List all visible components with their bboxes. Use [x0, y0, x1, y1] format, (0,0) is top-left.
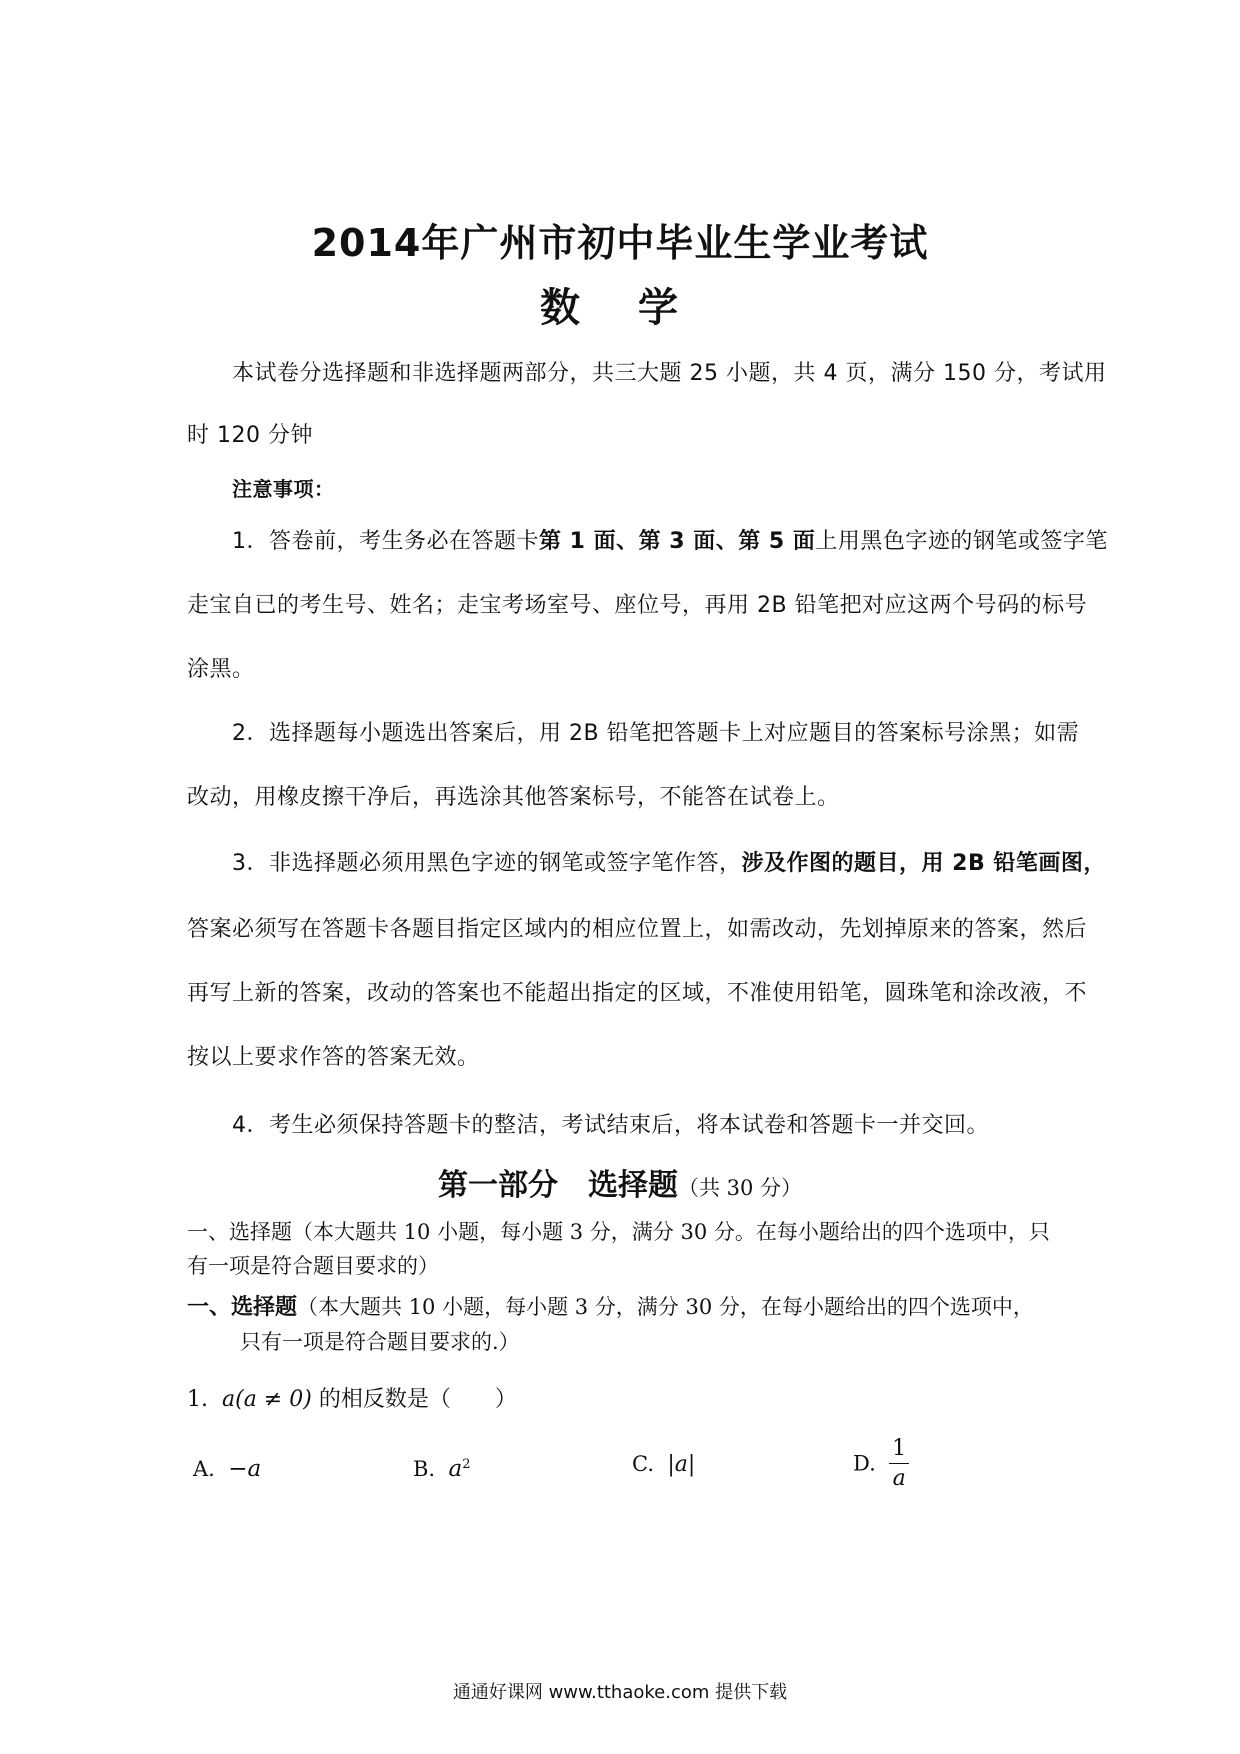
option-b-exponent: 2 — [462, 1457, 471, 1472]
option-c-label: C. — [632, 1452, 654, 1476]
notice-item-1-suffix: 上用黑色字迹的钢笔或签字笔 — [815, 529, 1108, 554]
notice-item-1-bold: 第 1 面、第 3 面、第 5 面 — [539, 529, 816, 554]
option-b-base: a — [448, 1456, 463, 1482]
notice-item-3-line-4: 按以上要求作答的答案无效。 — [187, 1045, 480, 1070]
section-heading — [0, 1160, 1240, 1204]
footer-credit: 通通好课网 www.tthaoke.com 提供下载 — [452, 1682, 788, 1703]
question-1-text: 的相反数是（ ） — [318, 1387, 517, 1412]
notice-item-3-line-1 — [232, 846, 1106, 877]
option-d-label: D. — [853, 1451, 876, 1476]
question-1-expression: a(a ≠ 0) — [222, 1387, 312, 1412]
exam-title: 2014年广州市初中毕业生学业考试 — [311, 221, 929, 265]
question-1 — [187, 1382, 517, 1413]
intro-line-1: 本试卷分选择题和非选择题两部分，共三大题 25 小题，共 4 页，满分 150 分，考试用 — [232, 361, 1107, 386]
question-1-number: 1. — [187, 1387, 208, 1412]
notice-item-2-line-1: 2．选择题每小题选出答案后，用 2B 铅笔把答题卡上对应题目的答案标号涂黑；如需 — [232, 721, 1080, 746]
option-b-label: B. — [413, 1457, 436, 1481]
notice-item-3-prefix: 3．非选择题必须用黑色字迹的钢笔或签字笔作答， — [232, 851, 742, 876]
section-desc-1-line-2: 有一项是符合题目要求的） — [187, 1254, 439, 1278]
section-heading-title: 第一部分 选择题 — [437, 1168, 678, 1203]
section-desc-2-line-2: 只有一项是符合题目要求的.） — [240, 1330, 520, 1354]
notice-heading: 注意事项： — [232, 477, 335, 501]
option-d-fraction — [889, 1436, 909, 1491]
exam-subject: 数 学 — [540, 285, 700, 331]
option-d-numerator: 1 — [889, 1436, 909, 1464]
option-a-label: A. — [193, 1457, 215, 1481]
notice-item-4-line-1: 4．考生必须保持答题卡的整洁，考试结束后，将本试卷和答题卡一并交回。 — [232, 1113, 989, 1138]
section-desc-2-rest: （本大题共 10 小题，每小题 3 分，满分 30 分，在每小题给出的四个选项中， — [297, 1295, 1034, 1319]
section-desc-2-bold: 一、选择题 — [187, 1295, 298, 1320]
section-desc-1-line-1: 一、选择题（本大题共 10 小题，每小题 3 分，满分 30 分。在每小题给出的四个选项中，只 — [187, 1220, 1050, 1244]
option-c-value: |a| — [667, 1452, 696, 1477]
section-heading-points: （共 30 分） — [677, 1176, 803, 1200]
notice-item-2-line-2: 改动，用橡皮擦干净后，再选涂其他答案标号，不能答在试卷上。 — [187, 785, 840, 810]
notice-item-1-line-3: 涂黑。 — [187, 657, 255, 682]
notice-item-1-line-2: 走宝自已的考生号、姓名；走宝考场室号、座位号，再用 2B 铅笔把对应这两个号码的标号 — [187, 593, 1088, 618]
option-a — [193, 1456, 261, 1482]
intro-line-2: 时 120 分钟 — [187, 423, 313, 448]
notice-item-1-line-1 — [232, 524, 1108, 555]
section-desc-2-line-1 — [187, 1290, 1034, 1321]
notice-item-3-line-3: 再写上新的答案，改动的答案也不能超出指定的区域，不准使用铅笔，圆珠笔和涂改液，不 — [187, 981, 1088, 1006]
option-c — [632, 1452, 695, 1477]
option-b — [413, 1456, 470, 1482]
option-d-denominator: a — [892, 1466, 906, 1491]
option-d — [853, 1436, 909, 1491]
notice-item-3-line-2: 答案必须写在答题卡各题目指定区域内的相应位置上，如需改动，先划掉原来的答案，然后 — [187, 917, 1088, 942]
notice-item-1-prefix: 1．答卷前，考生务必在答题卡 — [232, 529, 539, 554]
notice-item-3-bold: 涉及作图的题目，用 2B 铅笔画图， — [741, 851, 1106, 876]
option-a-value: −a — [228, 1456, 262, 1482]
